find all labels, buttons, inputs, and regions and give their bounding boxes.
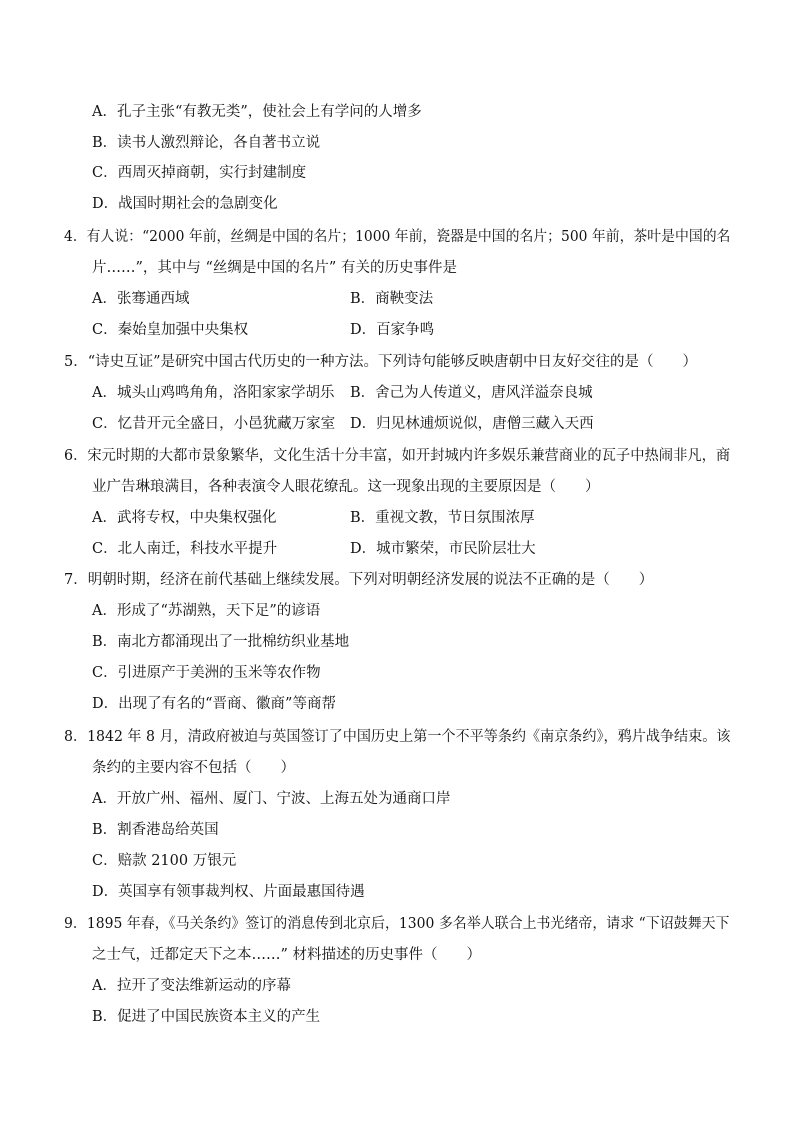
q6-option-c: C．北人南迁，科技水平提升 [92,541,278,557]
q5-option-row-1 [92,383,593,403]
q5-option-row-2 [92,414,594,434]
q7-stem-line1: 7．明朝时期，经济在前代基础上继续发展。下列对明朝经济发展的说法不正确的是（ ） [64,572,654,588]
q7-option-d: D．出现了有名的“晋商、徽商”等商帮 [92,696,336,712]
q5-option-a: A．城头山鸡鸣角角，洛阳家家学胡乐 [92,385,335,401]
q8-stem-line1: 8．1842 年 8 月，清政府被迫与英国签订了中国历史上第一个不平等条约《南京条约》，鸦片战争结束。该 [64,729,731,745]
q4-option-c: C．秦始皇加强中央集权 [92,322,249,338]
q5-option-d: D．归见林逋烦说似，唐僧三藏入天西 [350,416,594,432]
q3-option-d: D．战国时期社会的急剧变化 [92,196,278,212]
q6-stem-line1: 6．宋元时期的大都市景象繁华，文化生活十分丰富，如开封城内许多娱乐兼营商业的瓦子中热闹非凡，商 [64,448,731,464]
q4-option-row-1 [92,289,434,309]
q6-stem-line2: 业广告琳琅满目，各种表演令人眼花缭乱。这一现象出现的主要原因是（ ） [92,479,600,495]
q6-option-d: D．城市繁荣，市民阶层壮大 [350,541,536,557]
q4-option-b: B．商鞅变法 [350,291,434,307]
q3-option-b: B．读书人激烈辩论，各自著书立说 [92,135,321,151]
q4-stem-line2: 片……”，其中与 “丝绸是中国的名片” 有关的历史事件是 [92,260,457,276]
q8-stem-line2: 条约的主要内容不包括（ ） [92,760,295,776]
q5-option-c: C．忆昔开元全盛日，小邑犹藏万家室 [92,416,336,432]
q7-option-a: A．形成了“苏湖熟，天下足”的谚语 [92,603,321,619]
q4-stem-line1: 4．有人说：“2000 年前，丝绸是中国的名片；1000 年前，瓷器是中国的名片；500 年前，茶叶是中国的名 [64,229,731,245]
q7-option-c: C．引进原产于美洲的玉米等农作物 [92,665,321,681]
q9-stem-line2: 之士气，迁都定天下之本……” 材料描述的历史事件（ ） [92,947,482,963]
q5-option-b: B．舍己为人传道义，唐风洋溢奈良城 [350,385,593,401]
q8-option-a: A．开放广州、福州、厦门、宁波、上海五处为通商口岸 [92,791,451,807]
q6-option-row-1 [92,508,535,528]
q8-option-d: D．英国享有领事裁判权、片面最惠国待遇 [92,884,365,900]
q9-option-b: B．促进了中国民族资本主义的产生 [92,1009,321,1025]
q4-option-a: A．张骞通西域 [92,291,190,307]
q7-option-b: B．南北方都涌现出了一批棉纺织业基地 [92,634,350,650]
q8-option-b: B．割香港岛给英国 [92,822,219,838]
q9-stem-line1: 9．1895 年春，《马关条约》签订的消息传到北京后，1300 多名举人联合上书光绪帝，请求 “下诏鼓舞天下 [64,916,730,932]
q4-option-row-2 [92,320,435,340]
q3-option-c: C．西周灭掉商朝，实行封建制度 [92,165,307,181]
q5-stem-line1: 5．“诗史互证”是研究中国古代历史的一种方法。下列诗句能够反映唐朝中日友好交往的是（ ） [64,354,698,370]
q4-option-d: D．百家争鸣 [350,322,435,338]
q6-option-b: B．重视文教，节日氛围浓厚 [350,510,535,526]
q3-option-a: A．孔子主张“有教无类”，使社会上有学问的人增多 [92,104,422,120]
q6-option-row-2 [92,539,536,559]
q8-option-c: C．赔款 2100 万银元 [92,853,237,869]
q6-option-a: A．武将专权，中央集权强化 [92,510,277,526]
q9-option-a: A．拉开了变法维新运动的序幕 [92,978,291,994]
